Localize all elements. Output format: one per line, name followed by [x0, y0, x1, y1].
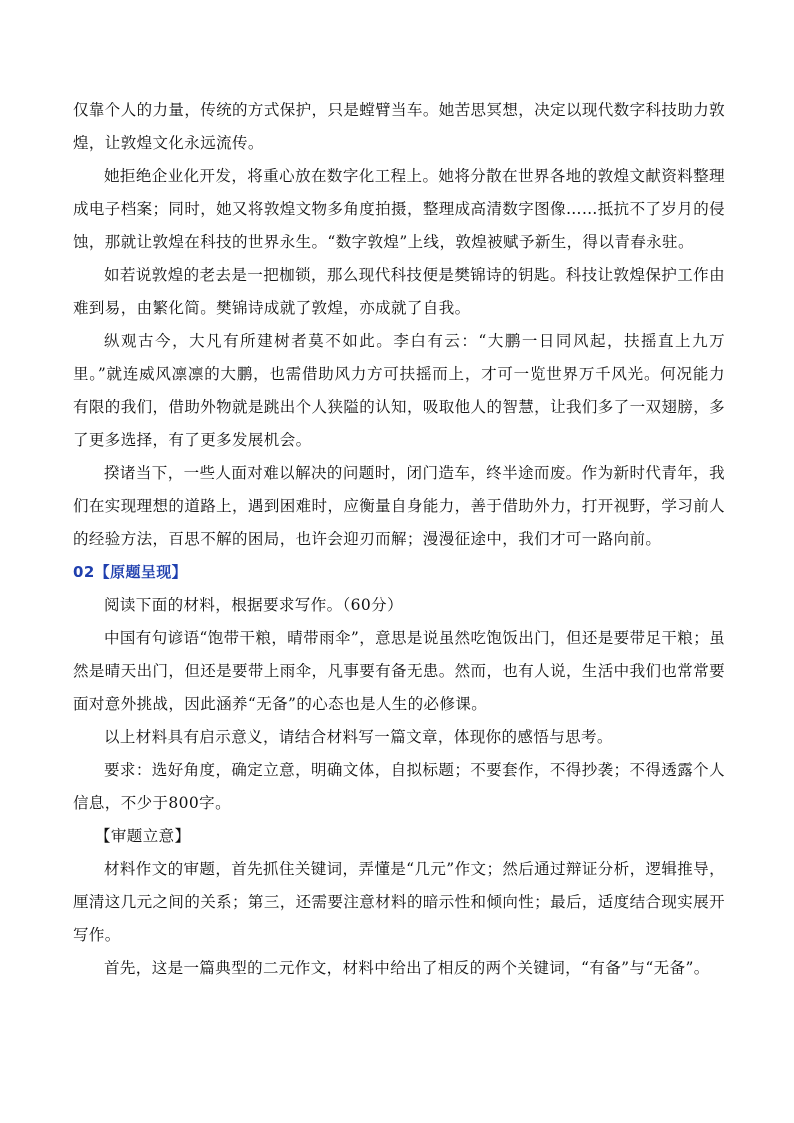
analysis-paragraph-2: 首先，这是一篇典型的二元作文，材料中给出了相反的两个关键词，“有备”与“无备”。	[104, 959, 710, 977]
essay-paragraph-2: 她拒绝企业化开发，将重心放在数字化工程上。她将分散在世界各地的敦煌文献资料整理成电子档案；同时，她又将敦煌文物多角度拍摄，整理成高清数字图像……抵抗不了岁月的侵蚀，那就让敦煌在科技的世界永生。“数字敦煌”上线，敦煌被赋予新生，得以青春永驻。	[73, 167, 725, 251]
essay-paragraph-5: 揆诸当下，一些人面对难以解决的问题时，闭门造车，终半途而废。作为新时代青年，我们在实现理想的道路上，遇到困难时，应衡量自身能力，善于借助外力，打开视野，学习前人的经验方法，百思不解的困局，也许会迎刃而解；漫漫征途中，我们才可一路向前。	[73, 464, 725, 548]
analysis-heading: 【审题立意】	[95, 827, 191, 845]
analysis-paragraph-1: 材料作文的审题，首先抓住关键词，弄懂是“几元”作文；然后通过辩证分析，逻辑推导，厘清这几元之间的关系；第三，还需要注意材料的暗示性和倾向性；最后，适度结合现实展开写作。	[73, 860, 725, 944]
prompt-instruction: 以上材料具有启示意义，请结合材料写一篇文章，体现你的感悟与思考。	[104, 728, 613, 746]
section-heading-original-question: 02【原题呈现】	[73, 563, 188, 581]
prompt-requirements: 要求：选好角度，确定立意，明确文体，自拟标题；不要套作，不得抄袭；不得透露个人信息，不少于800字。	[73, 761, 725, 812]
prompt-intro: 阅读下面的材料，根据要求写作。（60分）	[104, 596, 403, 614]
prompt-material: 中国有句谚语“饱带干粮，晴带雨伞”，意思是说虽然吃饱饭出门，但还是要带足干粮；虽然是晴天出门，但还是要带上雨伞，凡事要有备无患。然而，也有人说，生活中我们也常常要面对意外挑战，因此涵养“无备”的心态也是人生的必修课。	[73, 629, 725, 713]
document-page	[73, 94, 725, 985]
essay-paragraph-3: 如若说敦煌的老去是一把枷锁，那么现代科技便是樊锦诗的钥匙。科技让敦煌保护工作由难到易，由繁化简。樊锦诗成就了敦煌，亦成就了自我。	[73, 266, 725, 317]
essay-paragraph-1: 仅靠个人的力量，传统的方式保护，只是螳臂当车。她苦思冥想，决定以现代数字科技助力敦煌，让敦煌文化永远流传。	[73, 101, 725, 152]
essay-paragraph-4: 纵观古今，大凡有所建树者莫不如此。李白有云：“大鹏一日同风起，扶摇直上九万里。”就连威风凛凛的大鹏，也需借助风力方可扶摇而上，才可一览世界万千风光。何况能力有限的我们，借助外物就是跳出个人狭隘的认知，吸取他人的智慧，让我们多了一双翅膀，多了更多选择，有了更多发展机会。	[73, 332, 725, 449]
